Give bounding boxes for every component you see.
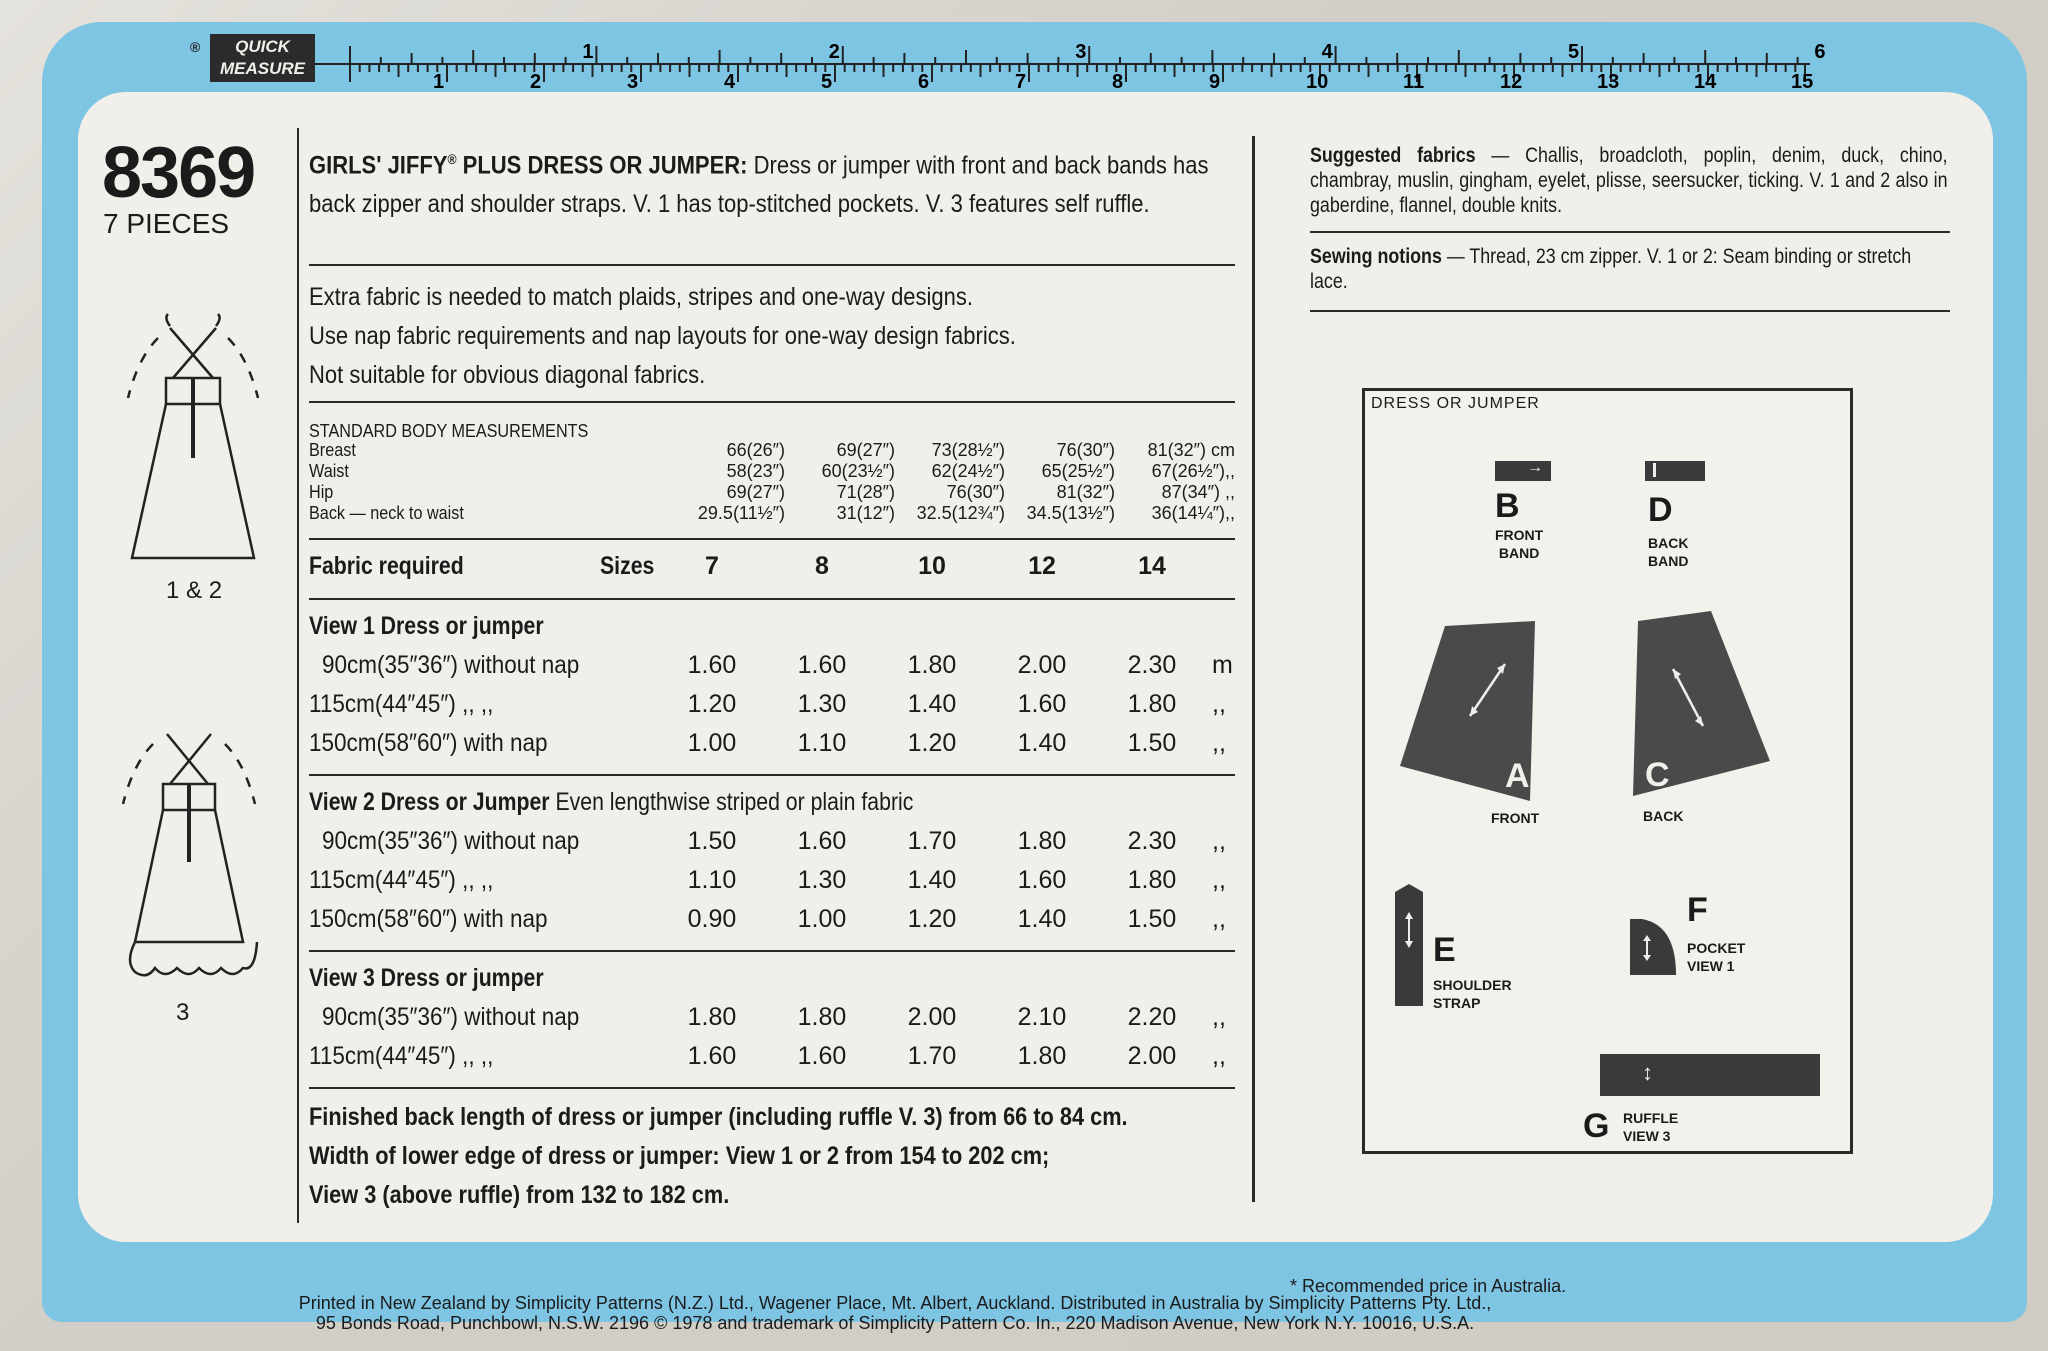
ruler-cm-label: 4	[724, 71, 736, 93]
fabric-amount: 1.60	[1017, 690, 1067, 718]
ruler-inch-label: 3	[1075, 41, 1087, 63]
ruler-cm-label: 11	[1403, 71, 1425, 93]
fabric-amount: 1.60	[797, 827, 847, 855]
piece-a-label: FRONT	[1491, 810, 1540, 826]
fabric-amount: 1.50	[687, 827, 737, 855]
piece-g-label: RUFFLE VIEW 3	[1623, 1110, 1679, 1144]
piece-a-letter: A	[1505, 757, 1530, 795]
fabric-amount: 1.60	[1017, 866, 1067, 894]
measurements-title: STANDARD BODY MEASUREMENTS	[309, 421, 589, 441]
quick-measure-logo: ® QUICK MEASURE	[210, 34, 315, 82]
view-title: View 3 Dress or jumper	[309, 964, 544, 992]
ruler-cm-label: 15	[1791, 71, 1814, 93]
measure-col-7: 66(26″) 58(23″) 69(27″) 29.5(11½″)	[697, 440, 785, 523]
fabric-amount: 1.80	[797, 1003, 847, 1031]
fabric-amount: 1.30	[797, 690, 847, 718]
fabric-amount: 1.70	[907, 1042, 957, 1070]
suggested-fabrics: Suggested fabrics — Challis, broadcloth, poplin, denim, duck, chino, chambray, muslin, gingham, eyelet, plisse, seersucker, ticking. V. 1 and 2 also in gaberdine, flannel, double knits.	[1310, 144, 1948, 217]
pieces-count: 7 PIECES	[103, 208, 230, 239]
fabric-unit: ,,	[1212, 729, 1226, 757]
fabric-amount: 1.80	[907, 651, 957, 679]
fabric-amount: 2.00	[1017, 651, 1067, 679]
ruler-cm-label: 3	[627, 71, 639, 93]
piece-e-letter: E	[1433, 931, 1456, 969]
size-header: 14	[1138, 552, 1166, 580]
ruler-cm-label: 8	[1112, 71, 1124, 93]
rule	[309, 538, 1235, 540]
measure-col-10: 73(28½″) 62(24½″) 76(30″) 32.5(12¾″)	[916, 440, 1005, 523]
fabric-amount: 1.50	[1127, 905, 1177, 933]
quick-measure-ruler	[190, 26, 1826, 93]
ruler-cm-label: 14	[1694, 71, 1717, 93]
fabric-amount: 1.80	[687, 1003, 737, 1031]
fabric-amount: 1.40	[907, 866, 957, 894]
size-header: 12	[1028, 552, 1056, 580]
measure-col-14: 81(32″) cm 67(26½″),, 87(34″) ,, 36(14¼″),,	[1147, 440, 1235, 523]
finished-measurements: Finished back length of dress or jumper (including ruffle V. 3) from 66 to 84 cm. Width of lower edge of dress or jumper: View 1 or 2 from 154 to 202 cm; View 3 (above ruffle) from 132 to 182 cm.	[309, 1103, 1128, 1209]
fabric-amount: 1.30	[797, 866, 847, 894]
fabric-amount: 1.60	[797, 651, 847, 679]
fabric-amount: 2.00	[907, 1003, 957, 1031]
ruler-cm-label: 2	[530, 71, 542, 93]
ruler-cm-label: 1	[433, 71, 445, 93]
fabric-unit: ,,	[1212, 690, 1226, 718]
rule	[1310, 310, 1950, 312]
fabric-width-label: 90cm(35″36″) without nap	[322, 827, 580, 855]
fabric-amount: 2.30	[1127, 827, 1177, 855]
rule	[309, 264, 1235, 266]
ruler-inch-label: 6	[1814, 41, 1826, 63]
fabric-amount: 1.80	[1127, 866, 1177, 894]
sewing-notions: Sewing notions — Thread, 23 cm zipper. V. 1 or 2: Seam binding or stretch lace.	[1310, 245, 1912, 293]
center-divider	[1252, 136, 1255, 1202]
piece-b-letter: B	[1495, 487, 1520, 525]
fabric-amount: 1.80	[1127, 690, 1177, 718]
ruler-cm-label: 10	[1306, 71, 1329, 93]
fabric-amount: 1.20	[907, 729, 957, 757]
piece-g-letter: G	[1583, 1107, 1610, 1145]
size-header: 8	[815, 552, 829, 580]
fabric-amount: 1.00	[687, 729, 737, 757]
fabric-unit: ,,	[1212, 1042, 1226, 1070]
fabric-amount: 1.60	[687, 1042, 737, 1070]
fabric-amount: 1.80	[1017, 1042, 1067, 1070]
fabric-amount: 1.40	[1017, 729, 1067, 757]
fabric-width-label: 150cm(58″60″) with nap	[309, 729, 548, 757]
view-1-2-dress-sketch	[118, 308, 268, 568]
fabric-width-label: 115cm(44″45″) ,, ,,	[309, 866, 494, 894]
fabric-amount: 1.80	[1017, 827, 1067, 855]
fabric-amount: 0.90	[687, 905, 737, 933]
rule	[309, 1087, 1235, 1089]
fabric-amount: 1.60	[687, 651, 737, 679]
piece-d-letter: D	[1648, 491, 1673, 529]
fabric-width-label: 150cm(58″60″) with nap	[309, 905, 548, 933]
fabric-amount: 1.50	[1127, 729, 1177, 757]
pattern-number: 8369	[102, 133, 255, 213]
fabric-amount: 1.40	[907, 690, 957, 718]
ruler-scale	[315, 26, 1826, 93]
fabric-unit: ,,	[1212, 1003, 1226, 1031]
fabric-notes: Extra fabric is needed to match plaids, stripes and one-way designs. Use nap fabric requirements and nap layouts for one-way design fabrics. Not suitable for obvious diagonal fabrics.	[309, 283, 1016, 389]
pattern-description: GIRLS' JIFFY® PLUS DRESS OR JUMPER: Dress or jumper with front and back bands has back zipper and shoulder straps. V. 1 has top-stitched pockets. V. 3 features self ruffle.	[309, 151, 1209, 219]
fabric-unit: ,,	[1212, 866, 1226, 894]
ruler-cm-label: 6	[918, 71, 930, 93]
fabric-amount: 1.40	[1017, 905, 1067, 933]
ruler-inch-label: 5	[1568, 41, 1580, 63]
view-3-dress-sketch	[105, 722, 265, 992]
fabric-amount: 1.10	[797, 729, 847, 757]
piece-b-label: FRONT BAND	[1495, 527, 1544, 561]
fabric-unit: ,,	[1212, 827, 1226, 855]
piece-f-label: POCKET VIEW 1	[1687, 940, 1746, 974]
left-divider	[297, 128, 299, 1223]
rule	[309, 950, 1235, 952]
footer-imprint: Printed in New Zealand by Simplicity Patterns (N.Z.) Ltd., Wagener Place, Mt. Albert, Auckland. Distributed in Australia by Simplicity Patterns Pty. Ltd., 95 Bonds Road, Punchbowl, N.S.W. 2196 © 1978 and trademark of Simplicity Pattern Co. In., 220 Madison Avenue, New York N.Y. 10016, U.S.A.	[298, 1293, 1492, 1333]
view-title: View 1 Dress or jumper	[309, 612, 544, 640]
piece-f-letter: F	[1687, 891, 1708, 929]
rule	[309, 774, 1235, 776]
measure-col-8: 69(27″) 60(23½″) 71(28″) 31(12″)	[821, 440, 895, 523]
sizes-label: Sizes	[600, 552, 655, 580]
measure-col-12: 76(30″) 65(25½″) 81(32″) 34.5(13½″)	[1026, 440, 1115, 523]
fabric-width-label: 115cm(44″45″) ,, ,,	[309, 690, 494, 718]
fabric-unit: m	[1212, 651, 1233, 679]
fabric-amount: 2.20	[1127, 1003, 1177, 1031]
fabric-amount: 1.20	[907, 905, 957, 933]
ruler-inch-label: 2	[828, 41, 840, 63]
fabric-amount: 2.10	[1017, 1003, 1067, 1031]
piece-g-shape	[1600, 1054, 1820, 1096]
view-1-2-label: 1 & 2	[166, 577, 223, 604]
piece-d-label: BACK BAND	[1648, 535, 1689, 569]
fabric-width-label: 115cm(44″45″) ,, ,,	[309, 1042, 494, 1070]
view-3-label: 3	[176, 999, 190, 1026]
piece-e-label: SHOULDER STRAP	[1433, 977, 1512, 1011]
fabric-unit: ,,	[1212, 905, 1226, 933]
fabric-width-label: 90cm(35″36″) without nap	[322, 651, 580, 679]
fabric-amount: 1.00	[797, 905, 847, 933]
piece-d-shape	[1645, 461, 1705, 481]
measurements-labels: Breast Waist Hip Back — neck to waist	[309, 440, 464, 523]
fabric-amount: 2.00	[1127, 1042, 1177, 1070]
ruler-inch-label: 1	[582, 41, 594, 63]
pattern-layout-box	[1362, 388, 1853, 1154]
piece-c-label: BACK	[1643, 808, 1684, 824]
layout-title: DRESS OR JUMPER	[1371, 395, 1540, 412]
ruler-cm-label: 13	[1597, 71, 1620, 93]
rule	[309, 598, 1235, 600]
fabric-amount: 1.20	[687, 690, 737, 718]
size-header: 10	[918, 552, 946, 580]
ruler-inch-label: 4	[1321, 41, 1333, 63]
fabric-amount: 1.60	[797, 1042, 847, 1070]
ruler-cm-label: 7	[1015, 71, 1027, 93]
piece-c-letter: C	[1645, 756, 1670, 794]
ruler-cm-label: 12	[1500, 71, 1523, 93]
ruler-cm-label: 5	[821, 71, 833, 93]
fabric-amount: 1.70	[907, 827, 957, 855]
fabric-required-heading: Fabric required	[309, 552, 464, 580]
size-header: 7	[705, 552, 719, 580]
piece-f-shape	[1630, 919, 1676, 975]
rule	[1310, 231, 1950, 233]
piece-e-shape	[1395, 884, 1423, 1006]
view-title: View 2 Dress or Jumper Even lengthwise striped or plain fabric	[309, 788, 914, 816]
price-note: * Recommended price in Australia.	[1290, 1276, 1567, 1296]
grainline-arrow-icon: ↕	[1642, 1060, 1653, 1085]
fabric-amount: 1.10	[687, 866, 737, 894]
ruler-cm-label: 9	[1209, 71, 1221, 93]
piece-b-shape: →	[1495, 461, 1551, 481]
fabric-width-label: 90cm(35″36″) without nap	[322, 1003, 580, 1031]
fabric-amount: 2.30	[1127, 651, 1177, 679]
rule	[309, 401, 1235, 403]
